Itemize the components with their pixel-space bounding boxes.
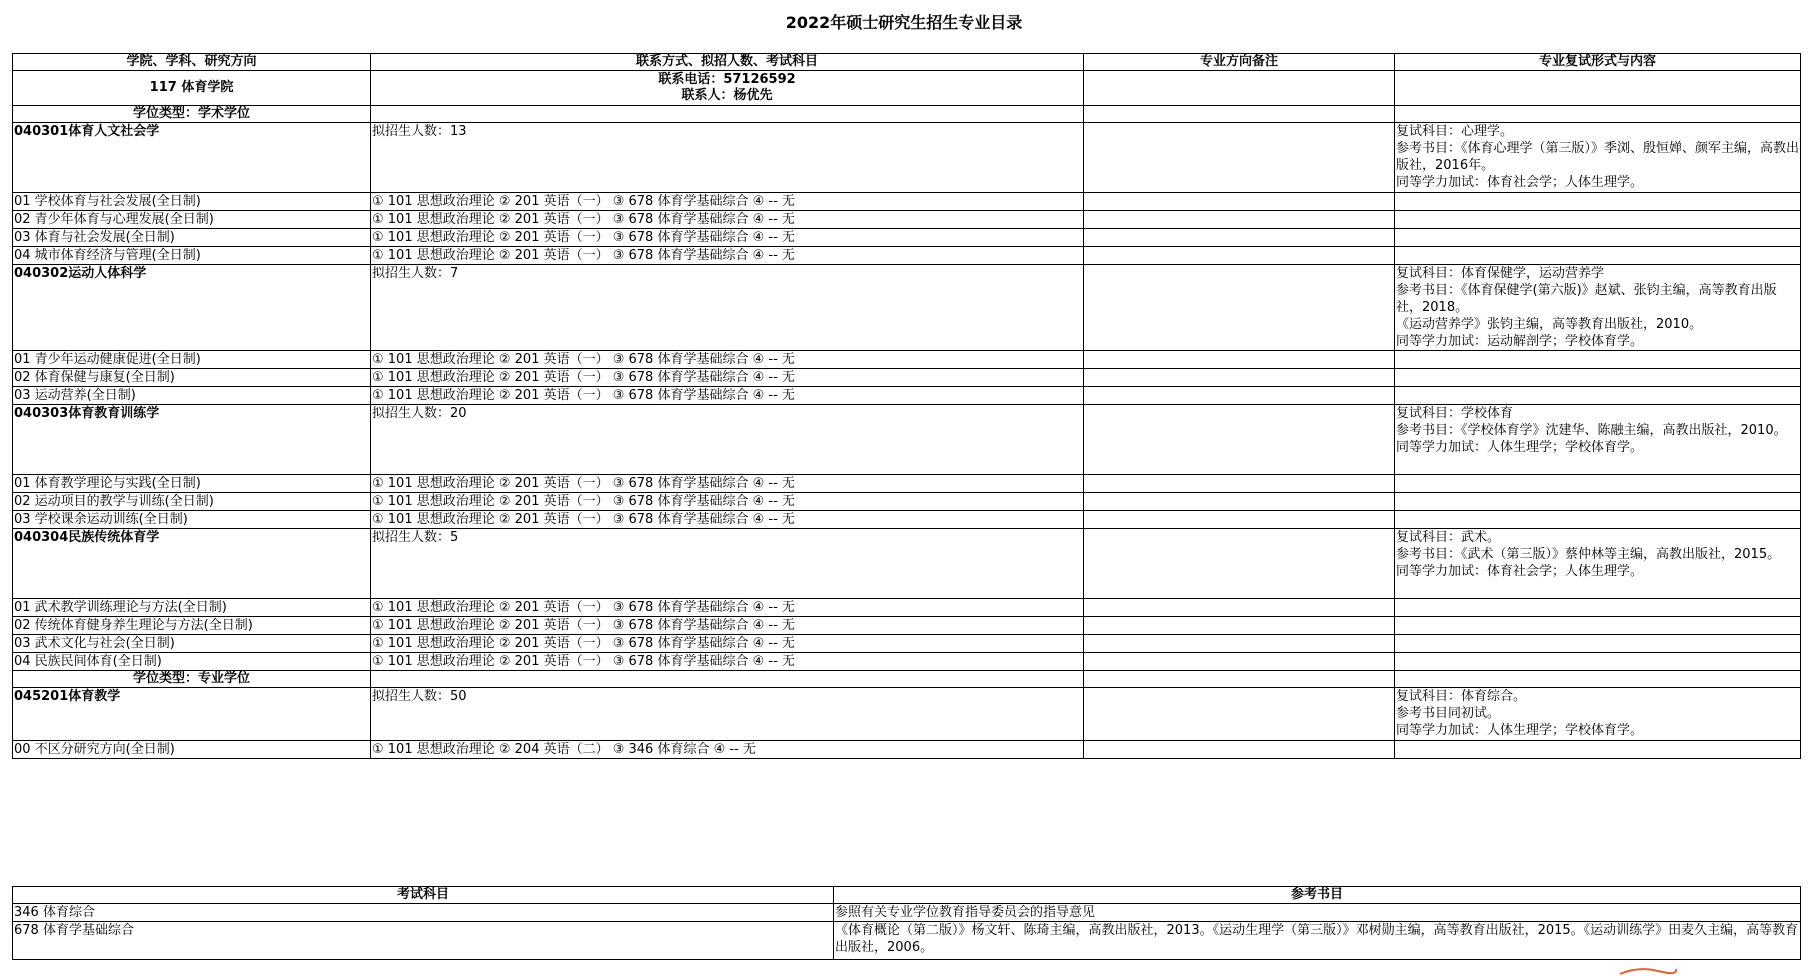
exam-subjects: ① 101 思想政治理论 ② 201 英语（一） ③ 678 体育学基础综合 ④ -- 无 (371, 387, 1084, 405)
empty-cell (1395, 511, 1801, 529)
empty-cell (1395, 653, 1801, 671)
empty-cell (1084, 193, 1395, 211)
direction-name: 03 学校课余运动训练(全日制) (13, 511, 371, 529)
direction-row (13, 247, 1801, 265)
empty-cell (1395, 741, 1801, 759)
degree-row (13, 106, 1801, 123)
exam-subjects: ① 101 思想政治理论 ② 201 英语（一） ③ 678 体育学基础综合 ④ -- 无 (371, 229, 1084, 247)
empty-cell (1395, 475, 1801, 493)
exam-subjects: ① 101 思想政治理论 ② 201 英语（一） ③ 678 体育学基础综合 ④ -- 无 (371, 247, 1084, 265)
empty-cell (1395, 369, 1801, 387)
exam-subjects: ① 101 思想政治理论 ② 201 英语（一） ③ 678 体育学基础综合 ④ -- 无 (371, 493, 1084, 511)
major-quota: 拟招生人数：50 (371, 688, 1084, 741)
major-quota: 拟招生人数：20 (371, 405, 1084, 475)
ref-row (13, 904, 1801, 922)
direction-row (13, 493, 1801, 511)
major-row (13, 688, 1801, 741)
direction-row (13, 599, 1801, 617)
exam-subjects: ① 101 思想政治理论 ② 201 英语（一） ③ 678 体育学基础综合 ④ -- 无 (371, 475, 1084, 493)
direction-row (13, 635, 1801, 653)
school-contact: 联系电话：57126592 联系人：杨优先 (371, 71, 1084, 106)
exam-subjects: ① 101 思想政治理论 ② 201 英语（一） ③ 678 体育学基础综合 ④ -- 无 (371, 211, 1084, 229)
empty-cell (1084, 247, 1395, 265)
empty-cell (1395, 599, 1801, 617)
ref-subject: 346 体育综合 (13, 904, 834, 922)
direction-name: 02 青少年体育与心理发展(全日制) (13, 211, 371, 229)
direction-name: 01 学校体育与社会发展(全日制) (13, 193, 371, 211)
direction-row (13, 387, 1801, 405)
ref-header-row (13, 887, 1801, 904)
exam-subjects: ① 101 思想政治理论 ② 201 英语（一） ③ 678 体育学基础综合 ④ -- 无 (371, 599, 1084, 617)
direction-row (13, 475, 1801, 493)
empty-cell (1084, 229, 1395, 247)
direction-row (13, 741, 1801, 759)
major-retest: 复试科目：体育保健学，运动营养学 参考书目：《体育保健学(第六版)》赵斌、张钧主编，高等教育出版社，2018。 《运动营养学》张钧主编，高等教育出版社，2010。 同等学力加试：运动解剖学；学校体育学。 (1395, 265, 1801, 351)
reference-table (12, 886, 1801, 960)
direction-row (13, 511, 1801, 529)
ref-column-header: 参考书目 (834, 887, 1801, 904)
empty-cell (371, 106, 1084, 123)
exam-subjects: ① 101 思想政治理论 ② 201 英语（一） ③ 678 体育学基础综合 ④ -- 无 (371, 193, 1084, 211)
empty-cell (1395, 229, 1801, 247)
ref-subject: 678 体育学基础综合 (13, 922, 834, 960)
major-retest: 复试科目：学校体育 参考书目：《学校体育学》沈建华、陈融主编，高教出版社，2010。 同等学力加试：人体生理学；学校体育学。 (1395, 405, 1801, 475)
major-row (13, 123, 1801, 193)
page-title: 2022年硕士研究生招生专业目录 (785, 13, 1023, 32)
empty-cell (1084, 71, 1395, 106)
empty-cell (1084, 475, 1395, 493)
column-header: 专业复试形式与内容 (1395, 54, 1801, 71)
school-row (13, 71, 1801, 106)
direction-name: 02 运动项目的教学与训练(全日制) (13, 493, 371, 511)
ref-column-header: 考试科目 (13, 887, 834, 904)
direction-row (13, 653, 1801, 671)
major-quota: 拟招生人数：5 (371, 529, 1084, 599)
degree-row (13, 671, 1801, 688)
degree-type: 学位类型：学术学位 (13, 106, 371, 123)
exam-subjects: ① 101 思想政治理论 ② 201 英语（一） ③ 678 体育学基础综合 ④ -- 无 (371, 369, 1084, 387)
empty-cell (1084, 671, 1395, 688)
direction-name: 04 城市体育经济与管理(全日制) (13, 247, 371, 265)
watermark-stroke (1618, 966, 1678, 976)
empty-cell (1084, 599, 1395, 617)
major-note (1084, 405, 1395, 475)
column-header: 联系方式、拟招人数、考试科目 (371, 54, 1084, 71)
major-name: 040303体育教育训练学 (13, 405, 371, 475)
ref-books: 参照有关专业学位教育指导委员会的指导意见 (834, 904, 1801, 922)
empty-cell (1084, 369, 1395, 387)
direction-row (13, 369, 1801, 387)
empty-cell (1395, 106, 1801, 123)
empty-cell (1084, 617, 1395, 635)
major-row (13, 265, 1801, 351)
empty-cell (1084, 211, 1395, 229)
major-quota: 拟招生人数：7 (371, 265, 1084, 351)
direction-name: 04 民族民间体育(全日制) (13, 653, 371, 671)
empty-cell (1395, 617, 1801, 635)
empty-cell (1395, 493, 1801, 511)
major-note (1084, 123, 1395, 193)
major-retest: 复试科目：心理学。 参考书目：《体育心理学（第三版）》季浏、殷恒婵、颜军主编，高教出版社，2016年。 同等学力加试：体育社会学；人体生理学。 (1395, 123, 1801, 193)
empty-cell (1395, 387, 1801, 405)
major-quota: 拟招生人数：13 (371, 123, 1084, 193)
major-row (13, 405, 1801, 475)
direction-row (13, 351, 1801, 369)
empty-cell (1395, 247, 1801, 265)
empty-cell (1084, 106, 1395, 123)
major-name: 040301体育人文社会学 (13, 123, 371, 193)
column-header: 学院、学科、研究方向 (13, 54, 371, 71)
empty-cell (1084, 351, 1395, 369)
empty-cell (1084, 511, 1395, 529)
direction-name: 01 武术教学训练理论与方法(全日制) (13, 599, 371, 617)
major-retest: 复试科目：武术。 参考书目：《武术（第三版）》蔡仲林等主编，高教出版社，2015。 同等学力加试：体育社会学；人体生理学。 (1395, 529, 1801, 599)
empty-cell (1395, 671, 1801, 688)
major-note (1084, 529, 1395, 599)
exam-subjects: ① 101 思想政治理论 ② 204 英语（二） ③ 346 体育综合 ④ -- 无 (371, 741, 1084, 759)
empty-cell (1084, 653, 1395, 671)
exam-subjects: ① 101 思想政治理论 ② 201 英语（一） ③ 678 体育学基础综合 ④ -- 无 (371, 635, 1084, 653)
major-name: 045201体育教学 (13, 688, 371, 741)
direction-name: 00 不区分研究方向(全日制) (13, 741, 371, 759)
direction-name: 01 青少年运动健康促进(全日制) (13, 351, 371, 369)
empty-cell (1395, 351, 1801, 369)
major-note (1084, 265, 1395, 351)
direction-row (13, 617, 1801, 635)
empty-cell (1084, 635, 1395, 653)
exam-subjects: ① 101 思想政治理论 ② 201 英语（一） ③ 678 体育学基础综合 ④ -- 无 (371, 617, 1084, 635)
direction-name: 02 传统体育健身养生理论与方法(全日制) (13, 617, 371, 635)
major-note (1084, 688, 1395, 741)
empty-cell (1395, 635, 1801, 653)
empty-cell (1395, 193, 1801, 211)
header-row (13, 54, 1801, 71)
exam-subjects: ① 101 思想政治理论 ② 201 英语（一） ③ 678 体育学基础综合 ④ -- 无 (371, 511, 1084, 529)
empty-cell (1395, 211, 1801, 229)
direction-name: 03 体育与社会发展(全日制) (13, 229, 371, 247)
major-name: 040304民族传统体育学 (13, 529, 371, 599)
school-name: 117 体育学院 (13, 71, 371, 106)
empty-cell (1084, 387, 1395, 405)
direction-row (13, 193, 1801, 211)
ref-books: 《体育概论（第二版）》杨文轩、陈琦主编，高教出版社，2013。《运动生理学（第三版）》邓树勋主编，高等教育出版社，2015。《运动训练学》田麦久主编，高等教育出版社，2006。 (834, 922, 1801, 960)
direction-name: 03 运动营养(全日制) (13, 387, 371, 405)
major-retest: 复试科目：体育综合。 参考书目同初试。 同等学力加试：人体生理学；学校体育学。 (1395, 688, 1801, 741)
degree-type: 学位类型：专业学位 (13, 671, 371, 688)
major-name: 040302运动人体科学 (13, 265, 371, 351)
direction-name: 03 武术文化与社会(全日制) (13, 635, 371, 653)
empty-cell (371, 671, 1084, 688)
direction-name: 02 体育保健与康复(全日制) (13, 369, 371, 387)
exam-subjects: ① 101 思想政治理论 ② 201 英语（一） ③ 678 体育学基础综合 ④ -- 无 (371, 351, 1084, 369)
empty-cell (1084, 741, 1395, 759)
empty-cell (1395, 71, 1801, 106)
major-row (13, 529, 1801, 599)
column-header: 专业方向备注 (1084, 54, 1395, 71)
empty-cell (1084, 493, 1395, 511)
direction-name: 01 体育教学理论与实践(全日制) (13, 475, 371, 493)
direction-row (13, 229, 1801, 247)
direction-row (13, 211, 1801, 229)
ref-row (13, 922, 1801, 960)
exam-subjects: ① 101 思想政治理论 ② 201 英语（一） ③ 678 体育学基础综合 ④ -- 无 (371, 653, 1084, 671)
catalog-table (12, 53, 1801, 759)
